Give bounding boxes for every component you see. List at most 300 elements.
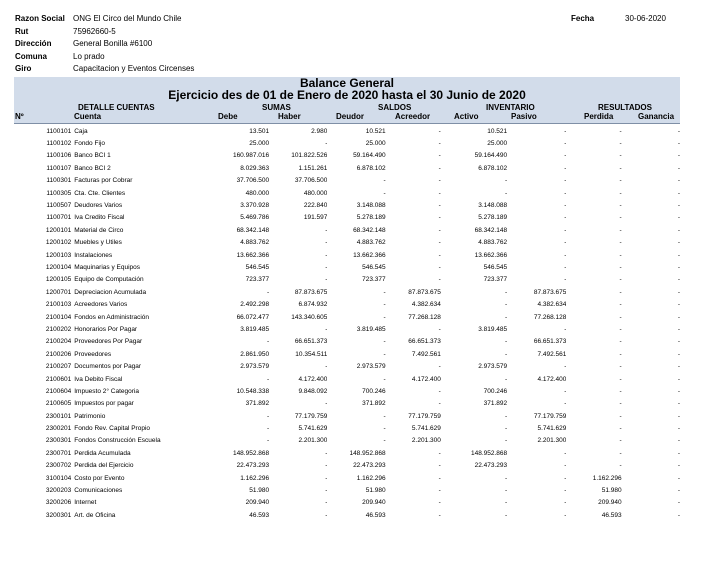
cell-pasivo: - [564, 127, 567, 135]
table-row [14, 447, 680, 459]
cell-pasivo: - [564, 487, 567, 495]
cell-name: Muebles y Utiles [74, 239, 122, 247]
cell-num [14, 199, 41, 211]
cell-acreedor: 66.651.373 [408, 338, 441, 346]
col-perdida: Perdida [584, 112, 614, 121]
cell-ganancia: - [677, 325, 680, 333]
cell-code: 3200301 [45, 511, 72, 519]
cell-perdida: - [619, 189, 622, 197]
cell-haber: - [325, 325, 328, 333]
cell-num [14, 509, 41, 521]
table-row [14, 199, 680, 211]
cell-code: 2300201 [45, 425, 72, 433]
cell-code: 2300301 [45, 437, 72, 445]
table-row [14, 435, 680, 447]
cell-activo: - [504, 338, 508, 346]
cell-activo: 5.278.189 [478, 214, 508, 222]
cell-haber: - [325, 449, 328, 457]
cell-debe: 10.548.338 [236, 387, 270, 395]
cell-acreedor: - [438, 189, 441, 197]
cell-debe: 13.501 [249, 127, 270, 135]
cell-ganancia: - [677, 276, 680, 284]
cell-debe: 371.892 [245, 400, 270, 408]
cell-debe: 2.492.298 [240, 301, 270, 309]
cell-deudor: 59.164.490 [353, 152, 386, 160]
cell-num [14, 435, 41, 447]
cell-haber: - [325, 487, 328, 495]
cell-activo: 59.164.490 [474, 152, 508, 160]
cell-ganancia: - [677, 400, 680, 408]
cell-name: Perdida Acumulada [74, 449, 131, 457]
table-row [14, 212, 680, 224]
col-group-resultados: RESULTADOS [598, 103, 652, 112]
cell-name: Impuestos por pagar [74, 400, 134, 408]
rut-label: Rut [15, 26, 29, 36]
cell-pasivo: - [564, 226, 567, 234]
razon-social-label: Razon Social [15, 14, 65, 23]
cell-perdida: - [619, 214, 622, 222]
cell-ganancia: - [677, 288, 680, 296]
cell-name: Material de Circo [74, 226, 124, 234]
cell-code: 2100204 [45, 338, 72, 346]
table-row [14, 497, 680, 509]
cell-num [14, 162, 41, 174]
cell-debe: 25.000 [249, 140, 270, 148]
cell-name: Fondos Construcción Escuela [74, 437, 161, 445]
cell-activo: 13.662.366 [474, 251, 508, 259]
cell-haber: 222.840 [303, 202, 328, 210]
cell-name: Acreedores Varios [74, 301, 128, 309]
cell-activo: 546.545 [483, 263, 508, 271]
cell-name: Comunicaciones [74, 487, 123, 495]
cell-pasivo: - [564, 474, 567, 482]
cell-acreedor: - [438, 226, 441, 234]
cell-ganancia: - [677, 263, 680, 271]
cell-code: 1100701 [46, 214, 72, 222]
cell-debe: 5.469.786 [240, 214, 270, 222]
cell-num [14, 422, 41, 434]
cell-num [14, 249, 41, 261]
table-row [14, 336, 680, 348]
cell-debe: - [266, 412, 270, 420]
cell-deudor: 3.148.088 [356, 202, 386, 210]
cell-haber: 87.873.675 [294, 288, 328, 296]
col-group-sumas: SUMAS [262, 103, 291, 112]
cell-pasivo: - [564, 276, 567, 284]
cell-activo: 6.878.102 [478, 164, 508, 172]
col-acreedor: Acreedor [395, 112, 431, 121]
cell-perdida: - [619, 226, 622, 234]
cell-deudor: 13.662.366 [353, 251, 386, 259]
cell-pasivo: - [564, 387, 567, 395]
cell-pasivo: 4.172.400 [537, 375, 567, 383]
cell-ganancia: - [677, 313, 680, 321]
table-row [14, 125, 680, 137]
cell-haber: - [325, 251, 328, 259]
cell-code: 1100102 [46, 140, 72, 148]
cell-haber: 143.340.605 [291, 313, 328, 321]
cell-debe: 66.072.477 [236, 313, 270, 321]
cell-acreedor: 2.201.300 [411, 437, 441, 445]
cell-pasivo: - [564, 325, 567, 333]
table-row [14, 323, 680, 335]
cell-deudor: - [383, 375, 386, 383]
cell-deudor: 10.521 [365, 127, 386, 135]
cell-num [14, 336, 41, 348]
cell-acreedor: 77.179.759 [408, 412, 441, 420]
cell-deudor: - [383, 313, 386, 321]
cell-ganancia: - [677, 189, 680, 197]
cell-ganancia: - [677, 177, 680, 185]
cell-num [14, 125, 41, 137]
cell-debe: 22.473.293 [236, 462, 270, 470]
cell-haber: - [325, 226, 328, 234]
cell-num [14, 311, 41, 323]
cell-haber: 9.848.092 [298, 387, 328, 395]
table-row [14, 298, 680, 310]
cell-acreedor: 87.873.675 [408, 288, 441, 296]
cell-num [14, 460, 41, 472]
table-row [14, 187, 680, 199]
cell-perdida: - [619, 449, 622, 457]
table-row [14, 162, 680, 174]
cell-deudor: 51.980 [365, 487, 386, 495]
cell-debe: 2.861.950 [240, 350, 270, 358]
cell-num [14, 348, 41, 360]
cell-ganancia: - [677, 474, 680, 482]
cell-activo: - [504, 350, 508, 358]
cell-deudor: 546.545 [362, 263, 386, 271]
cell-perdida: - [619, 437, 622, 445]
cell-haber: - [325, 276, 328, 284]
cell-num [14, 187, 41, 199]
cell-deudor: 6.878.102 [356, 164, 386, 172]
giro-label: Giro [15, 64, 32, 73]
cell-activo: - [504, 499, 508, 507]
cell-pasivo: - [564, 152, 567, 160]
table-row [14, 150, 680, 162]
cell-activo: 148.952.868 [470, 449, 508, 457]
cell-name: Fondos en Administración [74, 313, 150, 321]
cell-acreedor: 7.492.561 [411, 350, 441, 358]
cell-num [14, 360, 41, 372]
cell-name: Banco BCI 1 [74, 152, 111, 160]
cell-deudor: - [383, 338, 386, 346]
cell-num [14, 274, 41, 286]
cell-perdida: - [619, 164, 622, 172]
cell-ganancia: - [677, 462, 680, 470]
cell-acreedor: - [438, 511, 441, 519]
cell-deudor: 371.892 [362, 400, 386, 408]
cell-pasivo: 4.382.634 [537, 301, 567, 309]
table-row [14, 373, 680, 385]
column-header [14, 103, 680, 124]
cell-num [14, 385, 41, 397]
col-haber: Haber [278, 112, 301, 121]
table-row [14, 224, 680, 236]
cell-activo: - [504, 189, 508, 197]
cell-perdida: - [619, 177, 622, 185]
cell-haber: - [325, 474, 328, 482]
cell-deudor: - [383, 301, 386, 309]
cell-name: Fondo Rev. Capital Propio [74, 425, 150, 433]
cell-debe: 4.883.762 [240, 239, 270, 247]
cell-acreedor: - [438, 487, 441, 495]
cell-perdida: 51.980 [601, 487, 622, 495]
cell-debe: 37.706.500 [236, 177, 270, 185]
cell-haber: - [325, 499, 328, 507]
cell-pasivo: 2.201.300 [537, 437, 567, 445]
rut-row [0, 27, 709, 40]
table-row [14, 237, 680, 249]
cell-perdida: - [619, 400, 622, 408]
cell-haber: - [325, 239, 328, 247]
cell-code: 2100207 [45, 363, 72, 371]
cell-debe: 160.987.016 [232, 152, 270, 160]
cell-code: 3200206 [45, 499, 72, 507]
cell-debe: 723.377 [245, 276, 270, 284]
cell-haber: 2.980 [311, 127, 328, 135]
company-header [0, 14, 709, 77]
cell-num [14, 237, 41, 249]
cell-debe: 13.662.366 [236, 251, 270, 259]
cell-deudor: 3.819.485 [356, 325, 386, 333]
cell-code: 1200103 [45, 251, 72, 259]
cell-haber: - [325, 400, 328, 408]
cell-acreedor: - [438, 387, 441, 395]
cell-activo: - [504, 487, 508, 495]
cell-perdida: - [619, 202, 622, 210]
cell-name: Costo por Evento [74, 474, 125, 482]
cell-perdida: - [619, 301, 622, 309]
cell-code: 1100101 [46, 127, 72, 135]
cell-haber: - [325, 462, 328, 470]
cell-perdida: - [619, 140, 622, 148]
cell-name: Maquinarias y Equipos [74, 263, 140, 271]
cell-pasivo: - [564, 251, 567, 259]
cell-num [14, 150, 41, 162]
cell-activo: - [504, 474, 508, 482]
cell-haber: - [325, 511, 328, 519]
cell-haber: 37.706.500 [294, 177, 328, 185]
cell-haber: 5.741.629 [298, 425, 328, 433]
cell-perdida: - [619, 363, 622, 371]
table-body [14, 125, 680, 522]
cell-code: 2100202 [45, 325, 72, 333]
cell-ganancia: - [677, 202, 680, 210]
cell-acreedor: - [438, 263, 441, 271]
cell-num [14, 497, 41, 509]
cell-acreedor: - [438, 363, 441, 371]
cell-debe: 2.973.579 [240, 363, 270, 371]
cell-haber: 77.179.759 [294, 412, 328, 420]
comuna-value: Lo prado [73, 51, 105, 61]
cell-acreedor: - [438, 325, 441, 333]
cell-pasivo: - [564, 202, 567, 210]
cell-debe: 480.000 [245, 189, 270, 197]
cell-deudor: 68.342.148 [353, 226, 386, 234]
cell-acreedor: - [438, 462, 441, 470]
cell-activo: 10.521 [487, 127, 508, 135]
razon-social-value: ONG El Circo del Mundo Chile [73, 14, 182, 23]
cell-activo: 25.000 [487, 140, 508, 148]
cell-name: Impuesto 2° Categoria [74, 387, 139, 395]
cell-ganancia: - [677, 437, 680, 445]
cell-ganancia: - [677, 387, 680, 395]
table-row [14, 398, 680, 410]
balance-table [14, 125, 680, 522]
cell-perdida: - [619, 425, 622, 433]
cell-haber: 10.354.511 [295, 350, 328, 358]
cell-name: Proveedores Por Pagar [74, 338, 143, 346]
cell-code: 2300101 [45, 412, 72, 420]
cell-deudor: 46.593 [365, 511, 386, 519]
cell-pasivo: 77.268.128 [533, 313, 567, 321]
cell-acreedor: - [438, 152, 441, 160]
cell-pasivo: - [564, 239, 567, 247]
rut-value: 75962660-5 [73, 26, 116, 36]
cell-acreedor: - [438, 140, 441, 148]
cell-num [14, 298, 41, 310]
fecha-value: 30-06-2020 [625, 14, 666, 23]
cell-perdida: - [619, 313, 622, 321]
cell-haber: 4.172.400 [298, 375, 328, 383]
cell-ganancia: - [677, 449, 680, 457]
cell-debe: 8.029.363 [240, 164, 270, 172]
cell-debe: 68.342.148 [236, 226, 270, 234]
cell-code: 2100601 [45, 375, 72, 383]
cell-code: 3200203 [45, 487, 72, 495]
cell-code: 1100106 [46, 152, 72, 160]
cell-acreedor: 5.741.629 [411, 425, 441, 433]
cell-acreedor: - [438, 164, 441, 172]
cell-num [14, 224, 41, 236]
cell-acreedor: - [438, 127, 441, 135]
cell-perdida: - [619, 412, 622, 420]
cell-ganancia: - [677, 425, 680, 433]
cell-ganancia: - [677, 301, 680, 309]
cell-code: 2100104 [45, 313, 72, 321]
cell-code: 3100104 [45, 474, 72, 482]
cell-name: Depreciacion Acumulada [74, 288, 147, 296]
table-row [14, 286, 680, 298]
cell-pasivo: 77.179.759 [533, 412, 567, 420]
cell-deudor: - [383, 288, 386, 296]
cell-debe: 46.593 [249, 511, 270, 519]
col-num: Nº [15, 112, 24, 121]
cell-haber: 480.000 [303, 189, 328, 197]
report-title: Balance General [299, 76, 395, 90]
cell-num [14, 212, 41, 224]
cell-ganancia: - [677, 152, 680, 160]
cell-debe: 3.819.485 [240, 325, 270, 333]
cell-name: Patrimonio [74, 412, 106, 420]
cell-activo: 723.377 [483, 276, 508, 284]
cell-code: 2300701 [45, 449, 72, 457]
cell-activo: - [504, 301, 508, 309]
cell-code: 1100507 [46, 202, 72, 210]
col-cuenta: Cuenta [74, 112, 102, 121]
cell-debe: 3.370.928 [240, 202, 270, 210]
table-row [14, 348, 680, 360]
col-debe: Debe [218, 112, 238, 121]
cell-deudor: 723.377 [362, 276, 386, 284]
cell-code: 2100103 [45, 301, 72, 309]
cell-deudor: - [383, 437, 386, 445]
cell-debe: 546.545 [245, 263, 270, 271]
table-row [14, 509, 680, 521]
cell-acreedor: - [438, 449, 441, 457]
table-row [14, 422, 680, 434]
direccion-row [0, 39, 709, 52]
cell-perdida: 46.593 [601, 511, 622, 519]
cell-debe: - [266, 375, 270, 383]
cell-perdida: - [619, 288, 622, 296]
cell-activo: - [504, 288, 508, 296]
cell-ganancia: - [677, 214, 680, 222]
cell-deudor: - [383, 425, 386, 433]
cell-code: 1200701 [45, 288, 72, 296]
cell-acreedor: 77.268.128 [408, 313, 441, 321]
cell-num [14, 447, 41, 459]
cell-code: 1100107 [46, 164, 72, 172]
cell-pasivo: - [564, 511, 567, 519]
cell-acreedor: - [438, 400, 441, 408]
cell-perdida: - [619, 338, 622, 346]
table-row [14, 472, 680, 484]
cell-num [14, 472, 41, 484]
cell-pasivo: 87.873.675 [533, 288, 567, 296]
col-group-saldos: SALDOS [378, 103, 412, 112]
cell-activo: - [504, 177, 508, 185]
cell-ganancia: - [677, 127, 680, 135]
cell-perdida: - [619, 263, 622, 271]
cell-pasivo: - [564, 164, 567, 172]
cell-acreedor: - [438, 276, 441, 284]
cell-activo: 371.892 [483, 400, 508, 408]
cell-deudor: - [383, 412, 386, 420]
cell-activo: - [504, 412, 508, 420]
table-row [14, 460, 680, 472]
cell-haber: - [325, 140, 328, 148]
cell-perdida: 209.940 [598, 499, 622, 507]
cell-deudor: 209.940 [362, 499, 386, 507]
cell-ganancia: - [677, 338, 680, 346]
cell-activo: - [504, 437, 508, 445]
cell-deudor: 148.952.868 [349, 449, 386, 457]
cell-ganancia: - [677, 140, 680, 148]
cell-num [14, 398, 41, 410]
cell-acreedor: - [438, 202, 441, 210]
giro-row [0, 64, 709, 77]
cell-acreedor: - [438, 214, 441, 222]
cell-code: 1200105 [45, 276, 72, 284]
cell-pasivo: 7.492.561 [537, 350, 567, 358]
cell-haber: 2.201.300 [298, 437, 328, 445]
cell-deudor: - [383, 350, 386, 358]
col-pasivo: Pasivo [511, 112, 537, 121]
cell-perdida: - [619, 239, 622, 247]
cell-ganancia: - [677, 412, 680, 420]
cell-acreedor: - [438, 177, 441, 185]
cell-code: 1100301 [46, 177, 72, 185]
cell-haber: 101.822.526 [291, 152, 328, 160]
cell-pasivo: - [564, 140, 567, 148]
cell-activo: - [504, 511, 508, 519]
cell-activo: 3.819.485 [478, 325, 508, 333]
cell-acreedor: - [438, 474, 441, 482]
cell-perdida: - [619, 375, 622, 383]
